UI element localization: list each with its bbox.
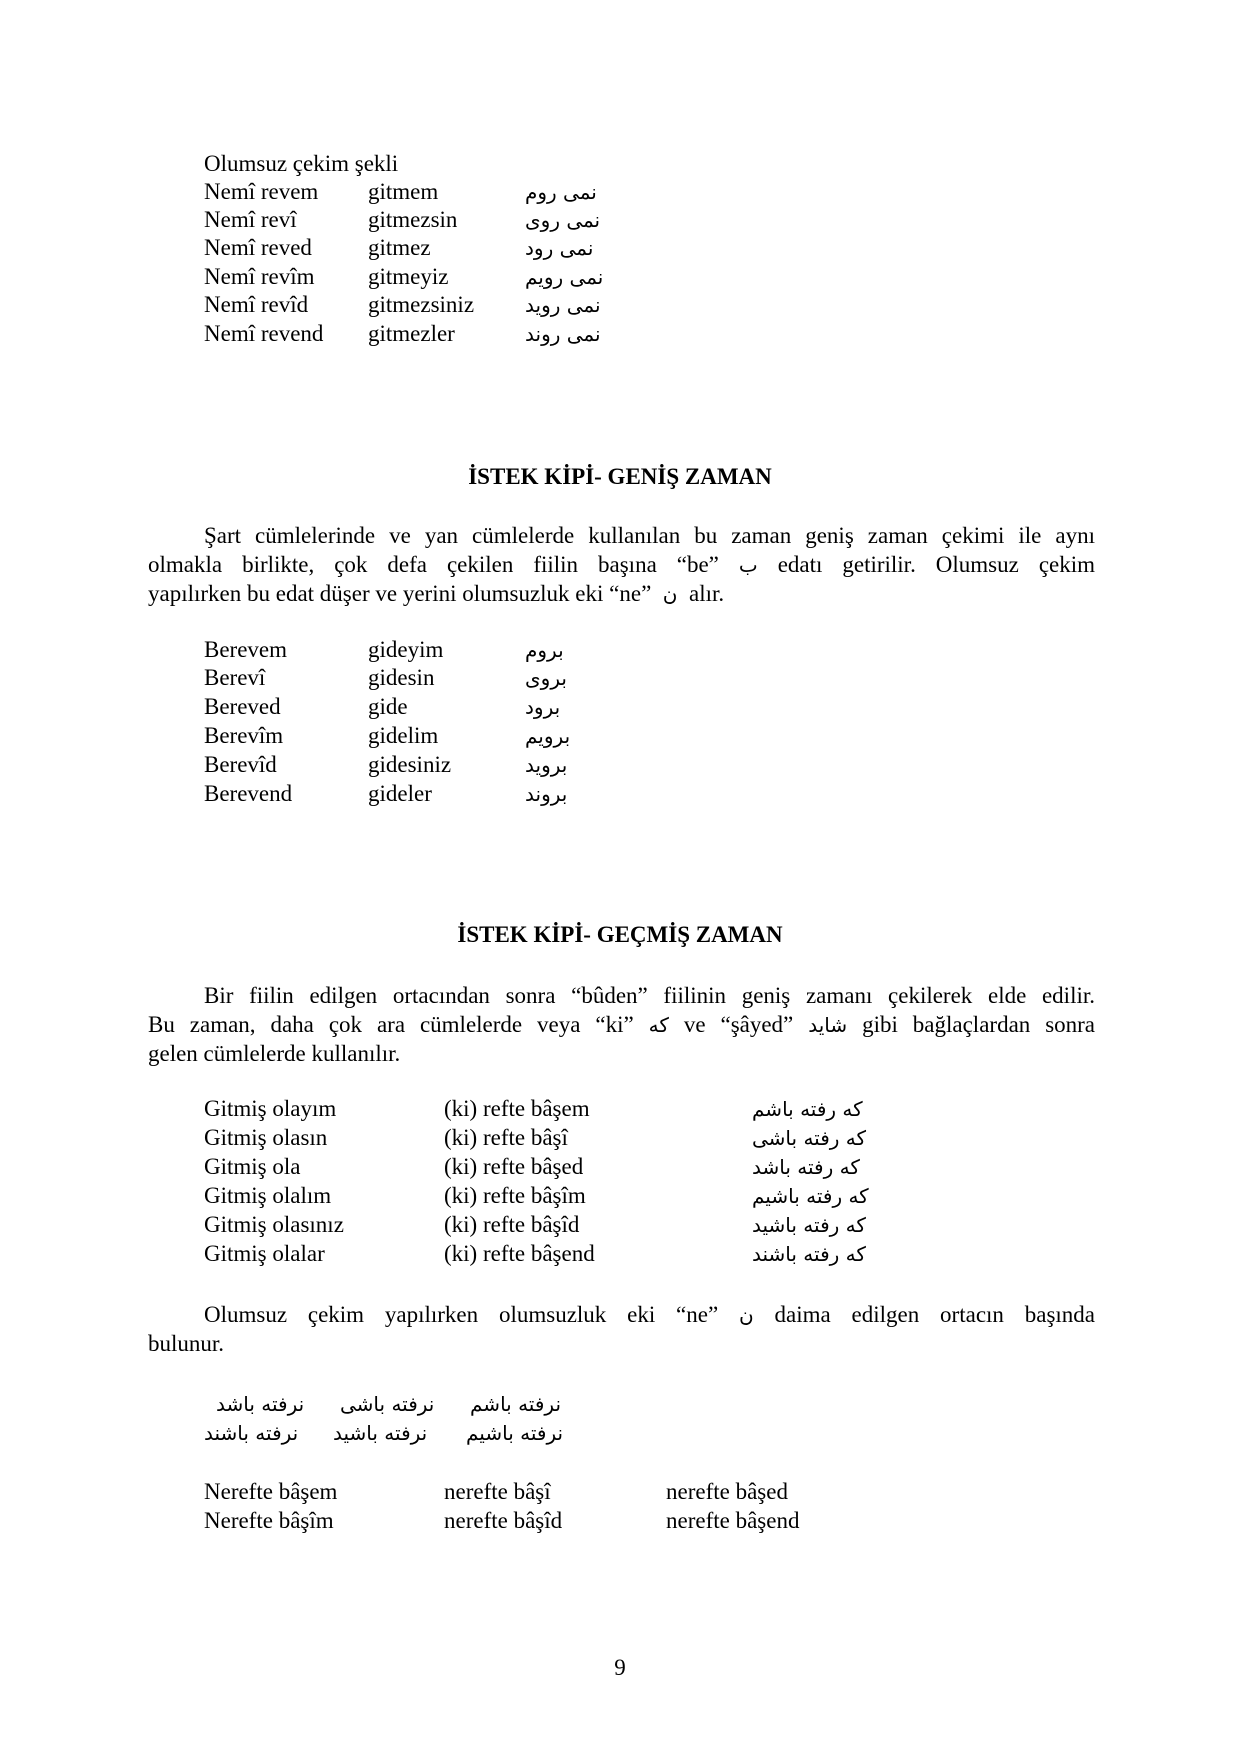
turkish-meaning: Gitmiş olayım — [204, 1096, 337, 1121]
persian-form: بروی — [525, 666, 567, 690]
transliteration: Berevend — [204, 781, 293, 806]
persian-form: برویم — [525, 724, 571, 748]
present-explanation-paragraph — [148, 521, 1095, 608]
arabic-row — [0, 1390, 1240, 1418]
transliteration: Nemî revî — [204, 207, 297, 232]
paragraph-line: gelen cümlelerde kullanılır. — [148, 1041, 401, 1066]
transliteration: Nemî revem — [204, 179, 319, 204]
turkish-meaning: Gitmiş olasınız — [204, 1212, 344, 1237]
transliteration: nerefte bâşed — [666, 1479, 788, 1504]
section-heading-past: İSTEK KİPİ- GEÇMİŞ ZAMAN — [457, 922, 783, 947]
persian-form: نمی روی — [525, 208, 601, 232]
turkish-meaning: Gitmiş olalım — [204, 1183, 332, 1208]
turkish-meaning: Gitmiş olalar — [204, 1241, 325, 1266]
paragraph-line: Bir fiilin edilgen ortacından sonra “bûden” fiilinin geniş zamanı çekilerek elde edilir. — [204, 983, 1095, 1008]
transliteration: nerefte bâşend — [666, 1508, 800, 1533]
table-row — [0, 234, 1240, 262]
table-row — [0, 1153, 1240, 1181]
persian-form: نرفته باشد — [216, 1392, 305, 1416]
persian-form: نمی رود — [525, 236, 594, 260]
turkish-meaning: gitmezsiniz — [368, 292, 475, 317]
turkish-meaning: gide — [368, 694, 408, 719]
table-row — [0, 1211, 1240, 1239]
arabic-word-shayed: شايد — [808, 1013, 848, 1037]
transliteration: (ki) refte bâşîd — [444, 1212, 580, 1237]
persian-form: که رفته باشی — [752, 1126, 867, 1150]
transliteration: Nerefte bâşîm — [204, 1508, 334, 1533]
table-row — [0, 1478, 1240, 1506]
table-row — [0, 206, 1240, 234]
transliteration: Berevîm — [204, 723, 284, 748]
table-row — [0, 1095, 1240, 1123]
negative-conjugation-label: Olumsuz çekim şekli — [204, 151, 399, 176]
transliteration: Nemî revend — [204, 321, 324, 346]
negative-past-explanation-paragraph — [148, 1300, 1095, 1358]
arabic-letter-nun: ن — [662, 582, 678, 606]
paragraph-line: Bu zaman, daha çok ara cümlelerde veya “ki” كه ve “şâyed” شايد gibi bağlaçlardan sonra — [148, 1012, 1096, 1037]
persian-form: نرفته باشیم — [466, 1421, 564, 1445]
turkish-meaning: gidelim — [368, 723, 439, 748]
arabic-word-ki: كه — [648, 1013, 669, 1037]
past-explanation-paragraph — [148, 981, 1095, 1068]
transliteration: (ki) refte bâşem — [444, 1096, 590, 1121]
transliteration: Nerefte bâşem — [204, 1479, 338, 1504]
table-row — [0, 693, 1240, 721]
table-row — [0, 722, 1240, 750]
table-row — [0, 1182, 1240, 1210]
turkish-meaning: gitmem — [368, 179, 439, 204]
table-row — [0, 320, 1240, 348]
arabic-row — [0, 1419, 1240, 1447]
transliteration: Nemî revîd — [204, 292, 309, 317]
persian-form: که رفته باشیم — [752, 1184, 869, 1208]
transliteration: Nemî revîm — [204, 264, 315, 289]
persian-form: نرفته باشید — [333, 1421, 428, 1445]
turkish-meaning: Gitmiş olasın — [204, 1125, 328, 1150]
page-number: 9 — [614, 1655, 626, 1680]
table-row — [0, 751, 1240, 779]
paragraph-line: Şart cümlelerinde ve yan cümlelerde kullanılan bu zaman geniş zaman çekimi ile aynı — [204, 523, 1095, 548]
turkish-meaning: gidesiniz — [368, 752, 452, 777]
persian-form: نرفته باشم — [470, 1392, 562, 1416]
persian-form: که رفته باشم — [752, 1097, 863, 1121]
arabic-letter-nun: ن — [739, 1303, 754, 1327]
table-row — [0, 263, 1240, 291]
transliteration: (ki) refte bâşîm — [444, 1183, 586, 1208]
persian-form: نمی روید — [525, 293, 601, 317]
transliteration: nerefte bâşîd — [444, 1508, 563, 1533]
persian-form: نمی روند — [525, 322, 601, 346]
paragraph-line: bulunur. — [148, 1331, 225, 1356]
paragraph-line: olmakla birlikte, çok defa çekilen fiilin başına “be” ب edatı getirilir. Olumsuz çekim — [148, 552, 1096, 577]
table-row — [0, 178, 1240, 206]
persian-form: که رفته باشند — [752, 1242, 866, 1266]
turkish-meaning: gitmeyiz — [368, 264, 449, 289]
paragraph-line: Olumsuz çekim yapılırken olumsuzluk eki “ne” ن daima edilgen ortacın başında — [204, 1302, 1095, 1327]
transliteration: Nemî reved — [204, 235, 312, 260]
turkish-meaning: gidesin — [368, 665, 435, 690]
persian-form: نمی روم — [525, 180, 597, 204]
table-row — [0, 780, 1240, 808]
table-row — [0, 1124, 1240, 1152]
table-row — [0, 636, 1240, 664]
section-heading-present: İSTEK KİPİ- GENİŞ ZAMAN — [468, 464, 772, 489]
turkish-meaning: Gitmiş ola — [204, 1154, 301, 1179]
persian-form: بروم — [525, 638, 564, 662]
transliteration: (ki) refte bâşend — [444, 1241, 595, 1266]
persian-form: نرفته باشی — [340, 1392, 435, 1416]
transliteration: Berevî — [204, 665, 266, 690]
table-row — [0, 664, 1240, 692]
arabic-letter-be: ب — [738, 553, 758, 577]
turkish-meaning: gitmez — [368, 235, 431, 260]
persian-form: که رفته باشد — [752, 1155, 860, 1179]
turkish-meaning: gitmezsin — [368, 207, 458, 232]
table-row — [0, 291, 1240, 319]
table-row — [0, 1507, 1240, 1535]
transliteration: Bereved — [204, 694, 281, 719]
persian-form: بروند — [525, 782, 568, 806]
transliteration: nerefte bâşî — [444, 1479, 551, 1504]
transliteration: Berevem — [204, 637, 288, 662]
transliteration: (ki) refte bâşî — [444, 1125, 568, 1150]
table-row — [0, 1240, 1240, 1268]
persian-form: برود — [525, 695, 561, 719]
persian-form: نمی رویم — [525, 265, 604, 289]
paragraph-line: yapılırken bu edat düşer ve yerini olumsuzluk eki “ne” ن alır. — [148, 581, 725, 606]
persian-form: نرفته باشند — [204, 1421, 299, 1445]
turkish-meaning: gitmezler — [368, 321, 455, 346]
transliteration: Berevîd — [204, 752, 277, 777]
turkish-meaning: gideler — [368, 781, 432, 806]
turkish-meaning: gideyim — [368, 637, 444, 662]
persian-form: که رفته باشید — [752, 1213, 866, 1237]
persian-form: بروید — [525, 753, 568, 777]
transliteration: (ki) refte bâşed — [444, 1154, 584, 1179]
